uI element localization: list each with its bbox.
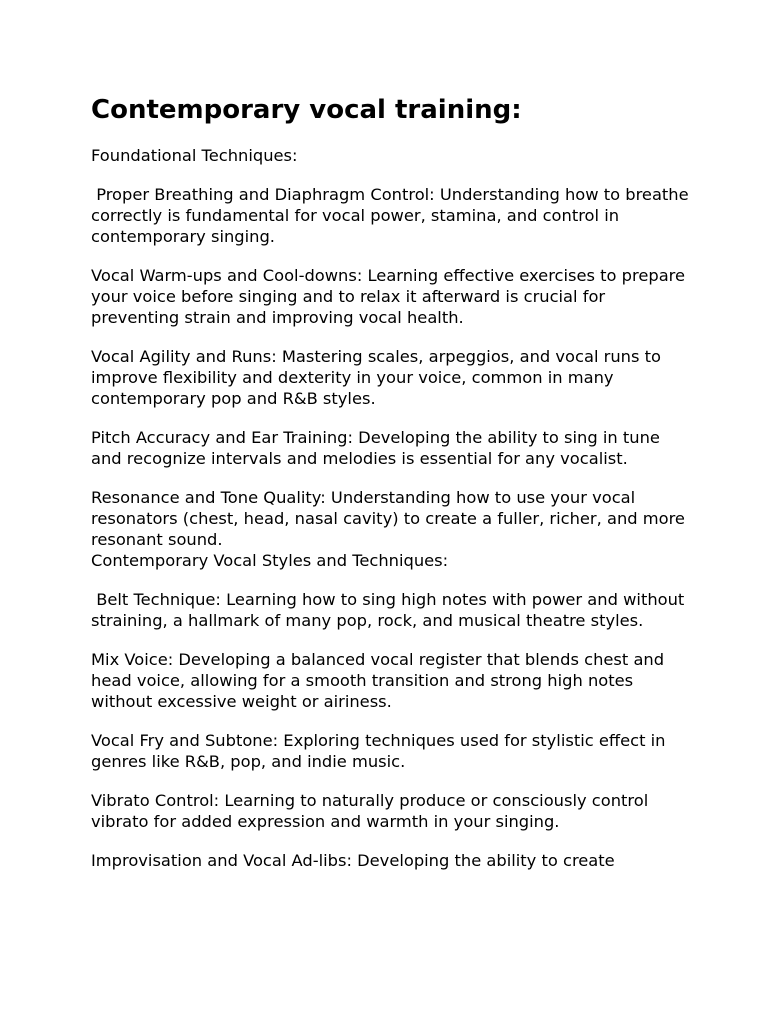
paragraph-agility: Vocal Agility and Runs: Mastering scales, arpeggios, and vocal runs to improve flexibility and dexterity in your voice, common in many contemporary pop and R&B styles.	[91, 347, 667, 408]
paragraph-improvisation: Improvisation and Vocal Ad-libs: Developing the ability to create	[91, 851, 615, 870]
paragraph-vocal-fry: Vocal Fry and Subtone: Exploring techniques used for stylistic effect in genres like R&B, pop, and indie music.	[91, 731, 671, 771]
paragraph-pitch: Pitch Accuracy and Ear Training: Developing the ability to sing in tune and recognize intervals and melodies is essential for any vocalist.	[91, 428, 666, 468]
document-page	[91, 92, 694, 871]
paragraph-vibrato: Vibrato Control: Learning to naturally produce or consciously control vibrato for added expression and warmth in your singing.	[91, 791, 654, 831]
paragraph-mix-voice: Mix Voice: Developing a balanced vocal register that blends chest and head voice, allowing for a smooth transition and strong high notes without excessive weight or airiness.	[91, 650, 670, 711]
paragraph-styles-heading: Contemporary Vocal Styles and Techniques:	[91, 551, 449, 570]
document-title: Contemporary vocal training:	[91, 95, 522, 125]
paragraph-warmups: Vocal Warm-ups and Cool-downs: Learning effective exercises to prepare your voice before singing and to relax it afterward is crucial for preventing strain and improving vocal health.	[91, 266, 691, 327]
paragraph-belt: Belt Technique: Learning how to sing high notes with power and without straining, a hallmark of many pop, rock, and musical theatre styles.	[91, 590, 690, 630]
paragraph-resonance: Resonance and Tone Quality: Understanding how to use your vocal resonators (chest, head, nasal cavity) to create a fuller, richer, and more resonant sound.	[91, 488, 691, 549]
paragraph-breathing: Proper Breathing and Diaphragm Control: Understanding how to breathe correctly is fundamental for vocal power, stamina, and control in contemporary singing.	[91, 185, 694, 246]
paragraph-foundational-heading: Foundational Techniques:	[91, 146, 298, 165]
